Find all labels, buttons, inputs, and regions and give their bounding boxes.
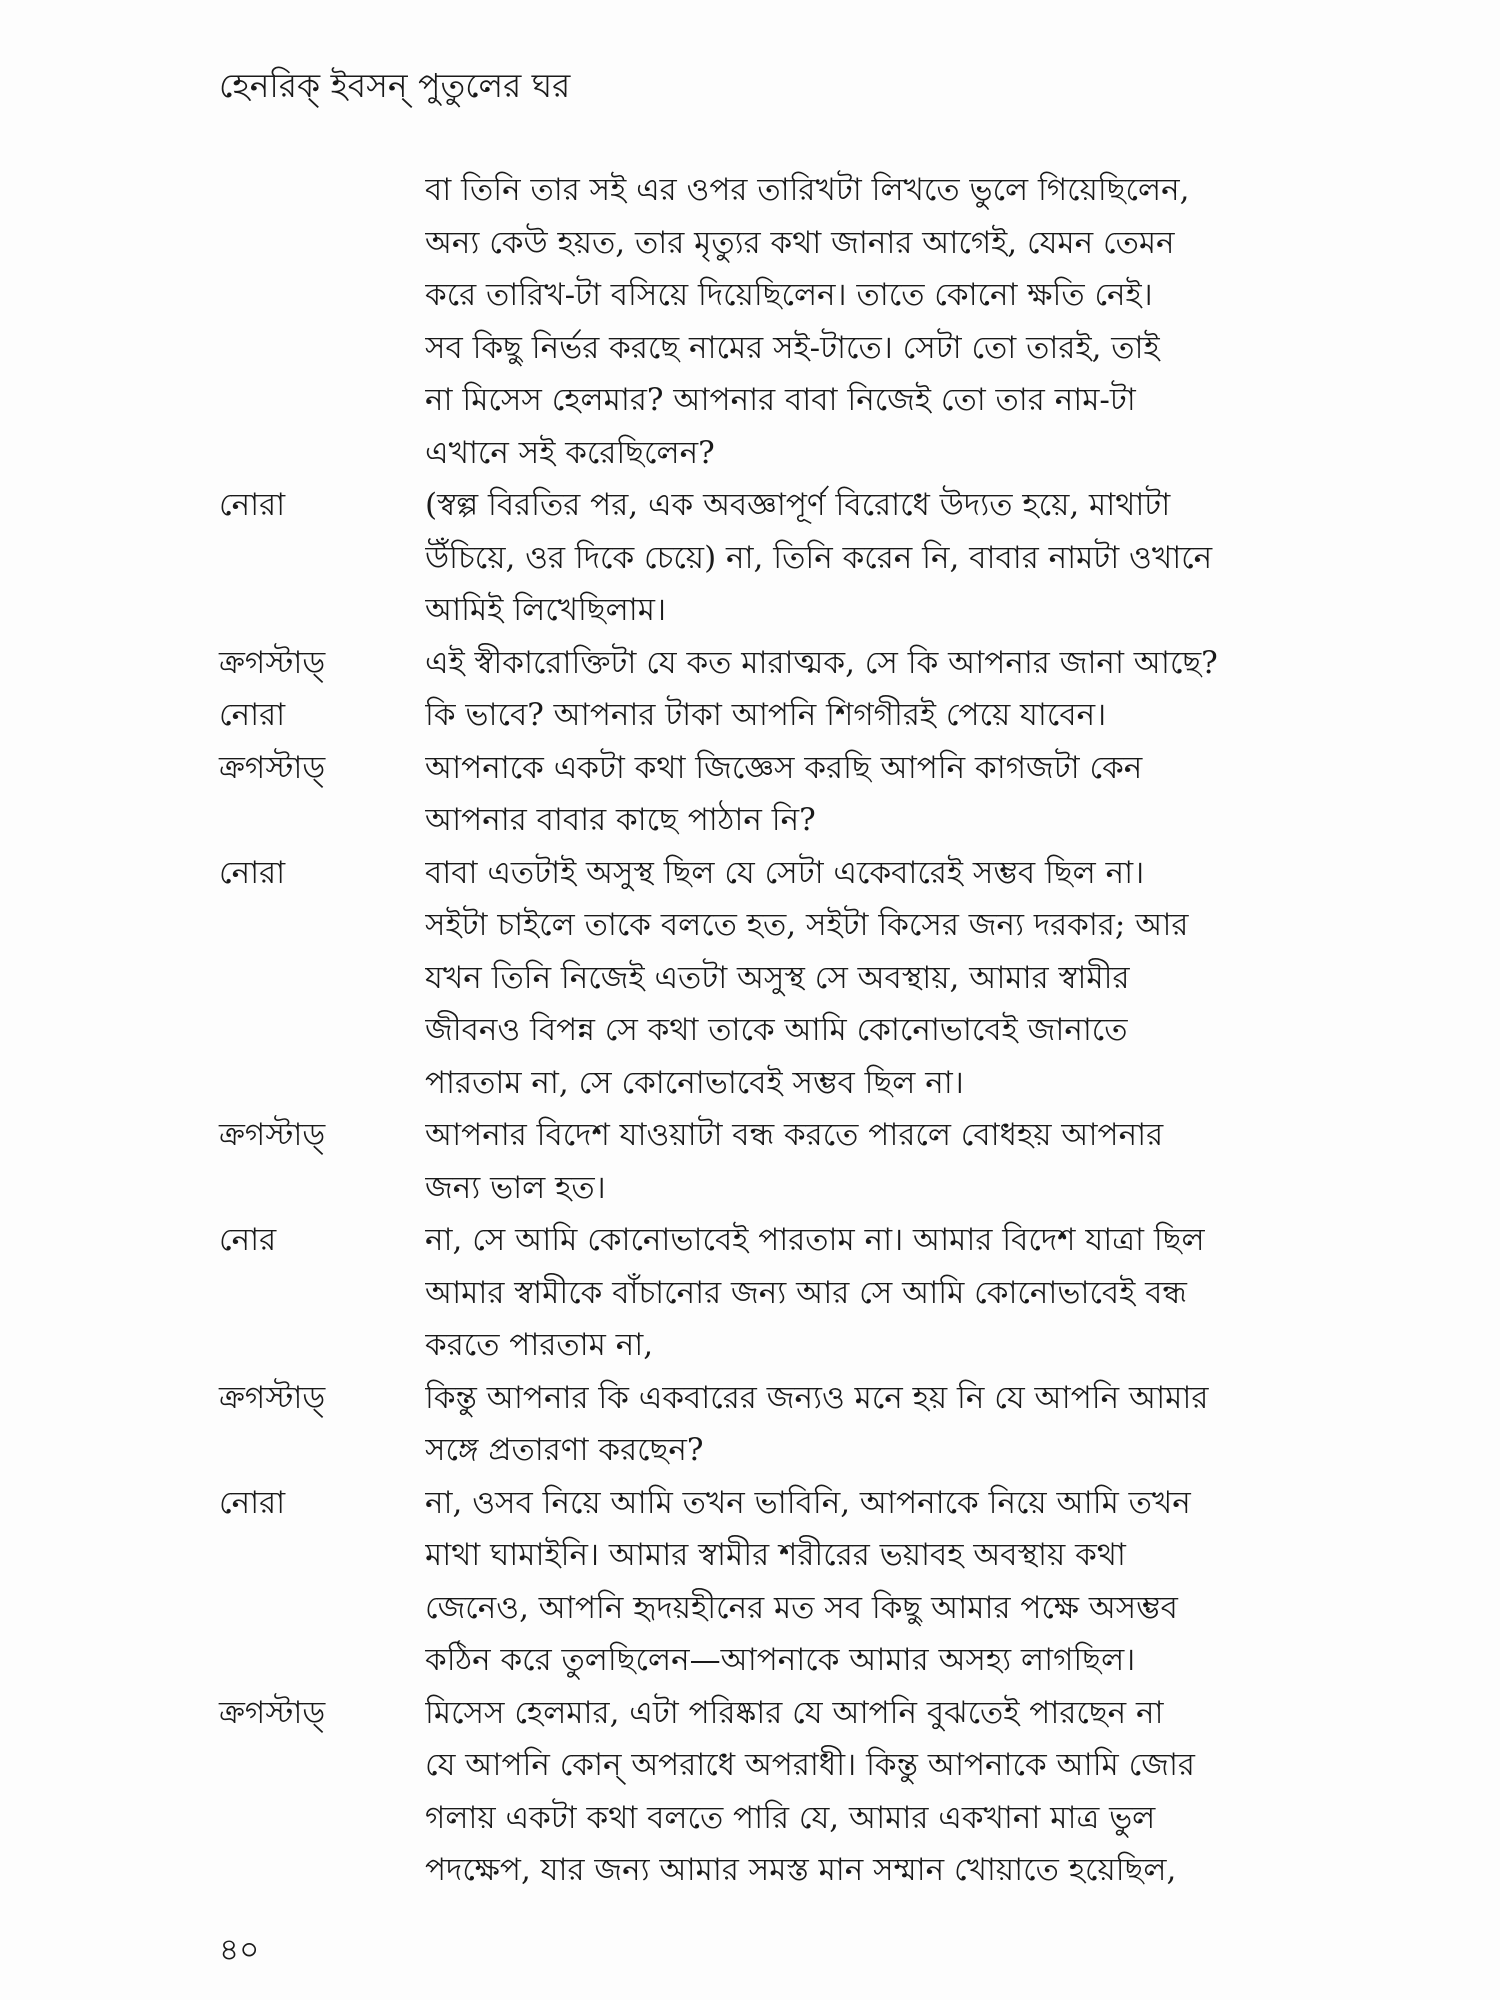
speaker-name: ক্রগস্টাড্ — [219, 644, 326, 681]
dialogue-entry — [0, 1109, 1500, 1214]
speech-line: মাথা ঘামাইনি। আমার স্বামীর শরীরের ভয়াবহ অবস্থায় কথা — [425, 1537, 1126, 1573]
speech-line: আমিই লিখেছিলাম। — [425, 592, 667, 628]
speech-text — [425, 1477, 1283, 1687]
speech-line: এখানে সই করেছিলেন? — [425, 434, 715, 471]
speech-line: আমার স্বামীকে বাঁচানোর জন্য আর সে আমি কোনোভাবেই বন্ধ — [425, 1274, 1187, 1311]
speech-text — [425, 637, 1283, 690]
speech-line: কি ভাবে? আপনার টাকা আপনি শিগগীরই পেয়ে যাবেন। — [425, 697, 1107, 733]
dialogue-entry — [0, 637, 1500, 690]
speech-line: সব কিছু নির্ভর করছে নামের সই-টাতে। সেটা তো তারই, তাই — [425, 329, 1160, 366]
speech-line: সঙ্গে প্রতারণা করছেন? — [425, 1432, 704, 1468]
dialogue-entry — [0, 164, 1500, 479]
speaker-name: ক্রগস্টাড্ — [219, 749, 326, 786]
speech-text — [425, 1109, 1283, 1214]
speaker-name: ক্রগস্টাড্ — [219, 1117, 326, 1153]
dialogue-entry — [0, 1214, 1500, 1372]
speech-line: জেনেও, আপনি হৃদয়হীনের মত সব কিছু আমার পক্ষে অসম্ভব — [425, 1589, 1178, 1626]
speech-line: (স্বল্প বিরতির পর, এক অবজ্ঞাপূর্ণ বিরোধে উদ্যত হয়ে, মাথাটা — [425, 487, 1171, 523]
dialogue-entry — [0, 1372, 1500, 1477]
speech-line: অন্য কেউ হয়ত, তার মৃত্যুর কথা জানার আগেই, যেমন তেমন — [425, 224, 1175, 261]
dialogue-entry — [0, 742, 1500, 847]
speech-line: আপনার বাবার কাছে পাঠান নি? — [425, 802, 816, 838]
speech-line: উঁচিয়ে, ওর দিকে চেয়ে) না, তিনি করেন নি, বাবার নামটা ওখানে — [425, 539, 1213, 576]
speech-line: আপনাকে একটা কথা জিজ্ঞেস করছি আপনি কাগজটা কেন — [425, 749, 1143, 786]
speaker-name: নোরা — [219, 697, 286, 733]
speech-text — [425, 1214, 1283, 1372]
speech-line: কঠিন করে তুলছিলেন—আপনাকে আমার অসহ্য লাগছিল। — [425, 1642, 1136, 1678]
speech-line: আপনার বিদেশ যাওয়াটা বন্ধ করতে পারলে বোধহয় আপনার — [425, 1117, 1164, 1153]
speech-text — [425, 847, 1283, 1110]
speaker-name: নোরা — [219, 854, 286, 891]
speaker-name: নোরা — [219, 1484, 286, 1521]
speech-line: গলায় একটা কথা বলতে পারি যে, আমার একখানা মাত্র ভুল — [425, 1799, 1156, 1836]
speech-line: মিসেস হেলমার, এটা পরিষ্কার যে আপনি বুঝতেই পারছেন না — [425, 1694, 1164, 1731]
dialogue-entry — [0, 689, 1500, 742]
speech-line: যখন তিনি নিজেই এতটা অসুস্থ সে অবস্থায়, আমার স্বামীর — [425, 959, 1130, 996]
speech-line: জীবনও বিপন্ন সে কথা তাকে আমি কোনোভাবেই জানাতে — [425, 1012, 1128, 1048]
speaker-name: নোরা — [219, 487, 286, 523]
speech-line: করে তারিখ-টা বসিয়ে দিয়েছিলেন। তাতে কোনো ক্ষতি নেই। — [425, 277, 1153, 313]
speech-line: যে আপনি কোন্ অপরাধে অপরাধী। কিন্তু আপনাকে আমি জোর — [425, 1747, 1195, 1783]
page-number: ৪০ — [219, 1932, 260, 1968]
dialogue-body — [0, 164, 1500, 1897]
speech-line: না, ওসব নিয়ে আমি তখন ভাবিনি, আপনাকে নিয়ে আমি তখন — [425, 1484, 1191, 1521]
speaker-name: ক্রগস্টাড্ — [219, 1694, 326, 1731]
speaker-name: নোর — [219, 1222, 277, 1258]
speech-text — [425, 164, 1283, 479]
speech-text — [425, 479, 1283, 637]
speaker-name: ক্রগস্টাড্ — [219, 1379, 326, 1416]
speech-text — [425, 689, 1283, 742]
speech-line: পদক্ষেপ, যার জন্য আমার সমস্ত মান সম্মান খোয়াতে হয়েছিল, — [425, 1852, 1177, 1888]
speech-line: জন্য ভাল হত। — [425, 1169, 606, 1206]
running-header: হেনরিক্ ইবসন্ পুতুলের ঘর — [219, 66, 571, 105]
speech-line: পারতাম না, সে কোনোভাবেই সম্ভব ছিল না। — [425, 1064, 964, 1101]
speech-text — [425, 1372, 1283, 1477]
dialogue-entry — [0, 1687, 1500, 1897]
speech-text — [425, 1687, 1283, 1897]
speech-text — [425, 742, 1283, 847]
dialogue-entry — [0, 1477, 1500, 1687]
speech-line: বাবা এতটাই অসুস্থ ছিল যে সেটা একেবারেই সম্ভব ছিল না। — [425, 854, 1145, 891]
speech-line: সইটা চাইলে তাকে বলতে হত, সইটা কিসের জন্য দরকার; আর — [425, 907, 1189, 943]
speech-line: না, সে আমি কোনোভাবেই পারতাম না। আমার বিদেশ যাত্রা ছিল — [425, 1222, 1205, 1258]
speech-line: না মিসেস হেলমার? আপনার বাবা নিজেই তো তার নাম-টা — [425, 382, 1136, 418]
dialogue-entry — [0, 479, 1500, 637]
dialogue-entry — [0, 847, 1500, 1110]
speech-line: বা তিনি তার সই এর ওপর তারিখটা লিখতে ভুলে গিয়েছিলেন, — [425, 172, 1190, 208]
speech-line: কিন্তু আপনার কি একবারের জন্যও মনে হয় নি যে আপনি আমার — [425, 1379, 1209, 1416]
speech-line: করতে পারতাম না, — [425, 1327, 654, 1363]
speech-line: এই স্বীকারোক্তিটা যে কত মারাত্মক, সে কি আপনার জানা আছে? — [425, 644, 1218, 681]
